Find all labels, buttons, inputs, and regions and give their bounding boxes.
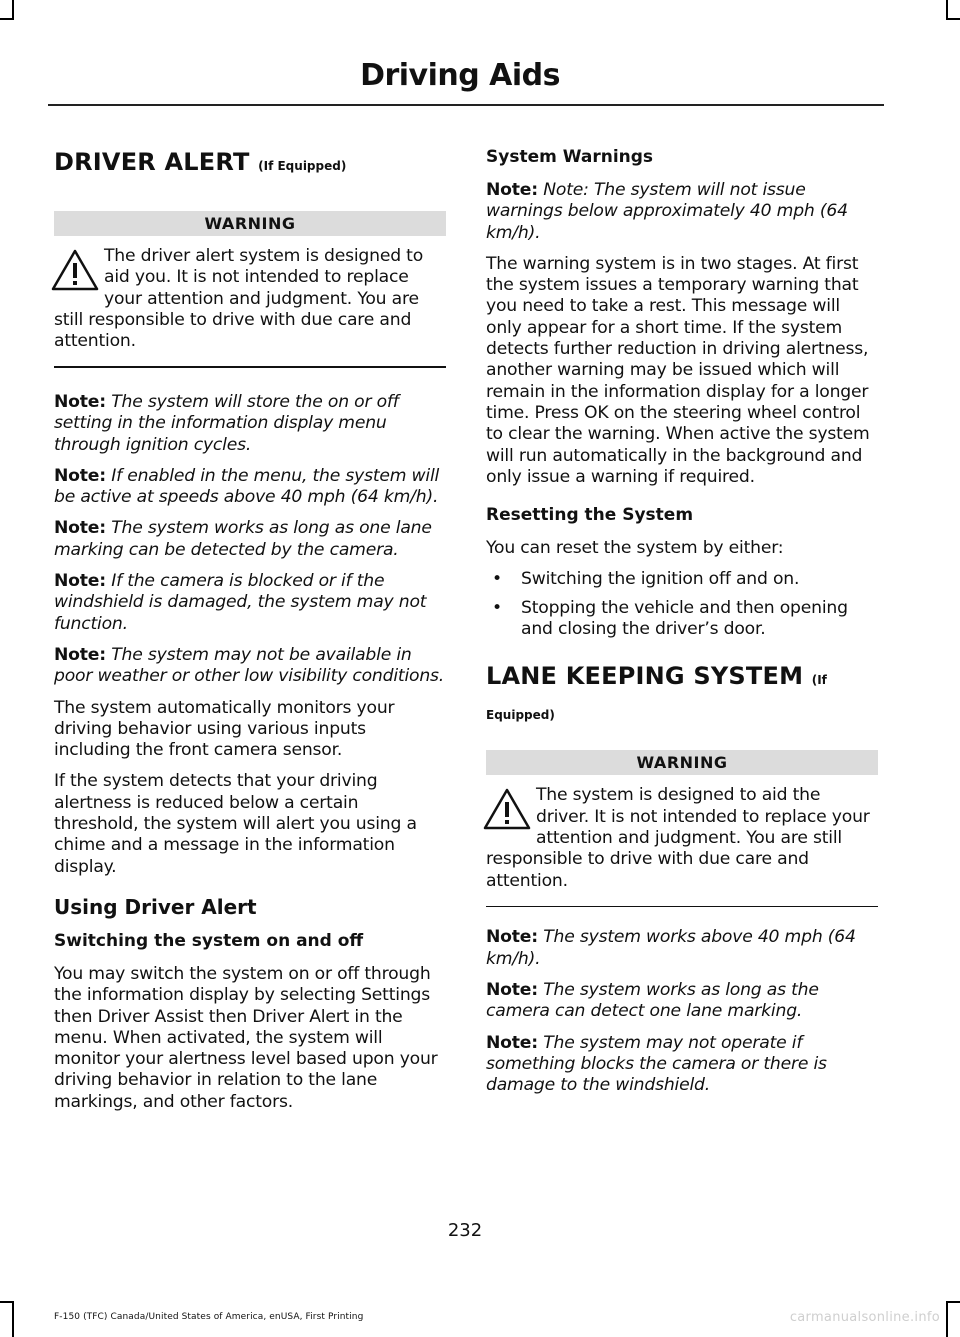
- warning-label: WARNING: [486, 750, 878, 775]
- section-title-text: DRIVER ALERT: [54, 148, 250, 176]
- warning-divider: [54, 366, 446, 368]
- crop-mark: [12, 0, 14, 18]
- section-title-lane-keeping: [486, 662, 878, 722]
- list-item: • Stopping the vehicle and then opening and closing the driver’s door.: [486, 598, 878, 641]
- note-text: The system works above 40 mph (64 km/h).: [486, 927, 856, 969]
- note-label: Note:: [54, 391, 106, 412]
- section-qualifier: (If: [811, 673, 827, 688]
- note-label: Note:: [486, 979, 538, 1000]
- notes-list: [54, 392, 446, 688]
- body-paragraph: You may switch the system on or off through the information display by selecting Settings then Driver Assist then Driver Alert in the menu. When activated, the system will monitor your alertness level based upon your driving behavior in relation to the lane markings, and other factors.: [54, 963, 438, 1112]
- warning-triangle-icon: [482, 787, 532, 831]
- left-column: [54, 140, 446, 1113]
- note-text: The system may not be available in poor weather or other low visibility conditions.: [54, 644, 445, 687]
- warning-box: [486, 750, 878, 907]
- note-label: Note:: [54, 518, 106, 539]
- note: [486, 980, 878, 1023]
- note-label: Note:: [486, 1032, 538, 1053]
- section-title-driver-alert: [54, 148, 446, 180]
- note-text: The system will store the on or off setting in the information display menu through ignition cycles.: [54, 391, 399, 455]
- warning-triangle-icon: [50, 248, 100, 292]
- crop-mark: [0, 18, 14, 20]
- warning-label: WARNING: [54, 211, 446, 236]
- warning-body: [486, 785, 878, 891]
- subsection-title: System Warnings: [486, 147, 654, 167]
- crop-mark: [0, 1301, 14, 1303]
- page-header-title: Driving Aids: [360, 58, 560, 93]
- note: [486, 927, 878, 970]
- watermark: carmanualsonline.info: [789, 1310, 940, 1325]
- warning-divider: [486, 906, 878, 908]
- subsection-title: Resetting the System: [486, 505, 694, 526]
- note: [54, 518, 446, 561]
- body-paragraph: The system automatically monitors your driving behavior using various inputs including the front camera sensor.: [54, 697, 395, 761]
- warning-text: The driver alert system is designed to aid you. It is not intended to replace your attention and judgment. You are still responsible to drive with due care and attention.: [54, 246, 424, 352]
- list-item: • Switching the ignition off and on.: [486, 569, 878, 590]
- note: [54, 645, 446, 688]
- note-text: The system works as long as one lane marking can be detected by the camera.: [54, 518, 432, 560]
- body-paragraph: The warning system is in two stages. At first the system issues a temporary warning that you need to take a rest. This message will only appear for a short time. If the system detects further reduction in driving alertness, another warning may be issued which will remain in the information display for a longer time. Press OK on the steering wheel control to clear the warning. When active the system will run automatically in the background and only issue a warning if required.: [486, 253, 870, 487]
- note-label: Note:: [486, 180, 538, 200]
- subsection-title: Using Driver Alert: [54, 894, 257, 919]
- note: [54, 392, 446, 456]
- body-paragraph: You can reset the system by either:: [486, 538, 784, 559]
- section-qualifier: Equipped): [486, 708, 555, 723]
- section-qualifier: (If Equipped): [258, 159, 347, 173]
- section-title-line: [486, 662, 878, 694]
- note-text: Note: The system will not issue warnings below approximately 40 mph (64 km/h).: [486, 180, 848, 243]
- warning-box: [54, 211, 446, 368]
- note-text: The system may not operate if something blocks the camera or there is damage to the windshield.: [486, 1032, 827, 1096]
- warning-body: [54, 246, 446, 352]
- warning-text: The system is designed to aid the driver. It is not intended to replace your attention and judgment. You are still responsible to drive with due care and attention.: [486, 785, 870, 891]
- note-label: Note:: [54, 465, 106, 486]
- subsubsection-title: Switching the system on and off: [54, 930, 364, 951]
- bullet-list: [486, 569, 878, 640]
- crop-mark: [946, 0, 948, 18]
- note: [486, 180, 878, 244]
- note-label: Note:: [54, 644, 106, 665]
- note-label: Note:: [486, 927, 538, 948]
- notes-list: [486, 927, 878, 1096]
- note-text: The system works as long as the camera can detect one lane marking.: [486, 979, 819, 1022]
- header-divider: [48, 104, 884, 106]
- crop-mark: [946, 1301, 960, 1303]
- note-text: If enabled in the menu, the system will be active at speeds above 40 mph (64 km/h).: [54, 465, 440, 508]
- right-column: [486, 140, 878, 1096]
- crop-mark: [946, 18, 960, 20]
- body-paragraph: If the system detects that your driving alertness is reduced below a certain threshold, the system will alert you using a chime and a message in the information display.: [54, 771, 417, 877]
- note: [54, 466, 446, 509]
- note: [486, 1033, 878, 1097]
- edition-footer: F-150 (TFC) Canada/United States of America, enUSA, First Printing: [54, 1312, 364, 1322]
- section-title-text: LANE KEEPING SYSTEM: [486, 662, 804, 691]
- page-number: 232: [447, 1220, 483, 1241]
- crop-mark: [12, 1303, 14, 1337]
- note-label: Note:: [54, 571, 106, 592]
- note-text: If the camera is blocked or if the windshield is damaged, the system may not function.: [54, 571, 427, 634]
- crop-mark: [946, 1303, 948, 1337]
- note: [54, 571, 446, 635]
